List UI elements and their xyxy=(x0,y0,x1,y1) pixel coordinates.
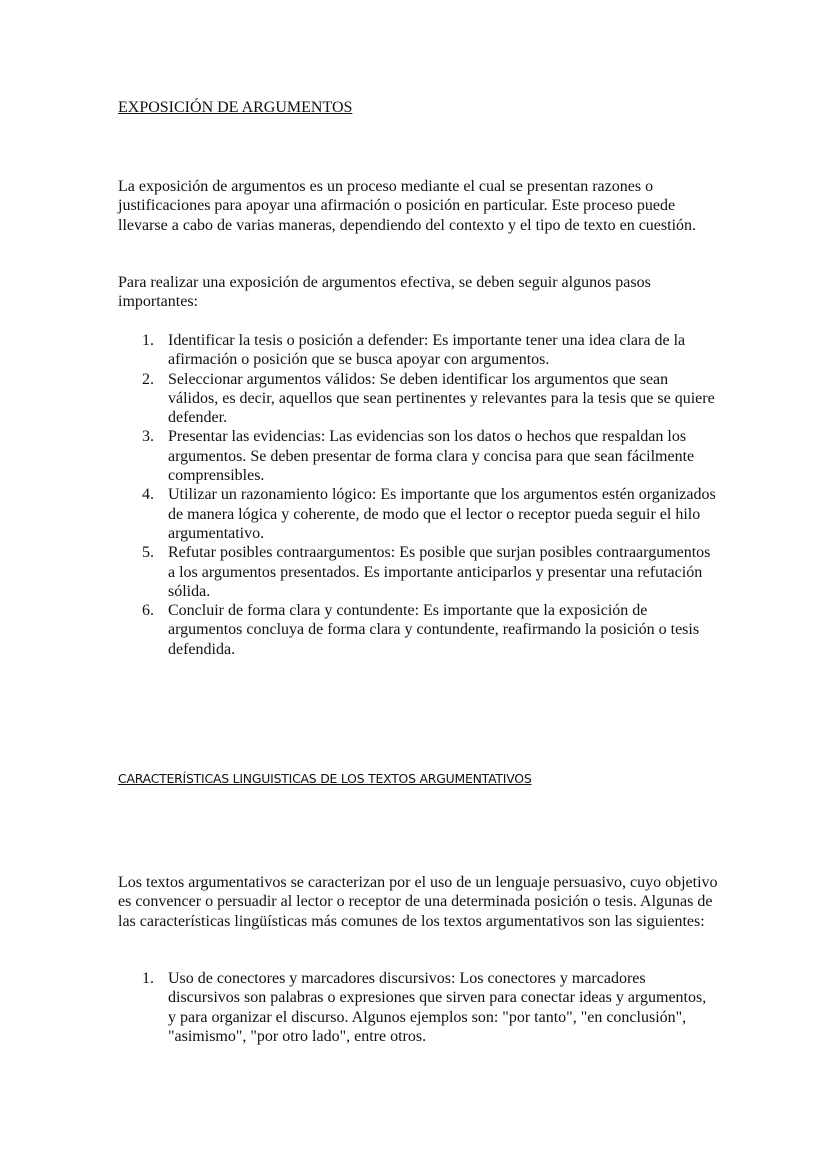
section1-title: EXPOSICIÓN DE ARGUMENTOS xyxy=(118,99,353,116)
list-item xyxy=(118,485,718,543)
list-item-number: 1. xyxy=(142,332,154,349)
list-item-number: 3. xyxy=(142,428,154,446)
section2-intro-paragraph: Los textos argumentativos se caracterizan por el uso de un lenguaje persuasivo, cuyo objetivo es convencer o persuadir al lector o receptor de una determinada posición o tesis. Algunas de las características lingüísticas más comunes de los textos argumentativos son las siguientes: xyxy=(118,874,718,930)
section1-lead-paragraph: Para realizar una exposición de argumentos efectiva, se deben seguir algunos pasos importantes: xyxy=(118,274,651,311)
list-item-number: 1. xyxy=(142,970,154,987)
list-item-number: 2. xyxy=(142,370,154,388)
section1-intro-paragraph: La exposición de argumentos es un proceso mediante el cual se presentan razones o justificaciones para apoyar una afirmación o posición en particular. Este proceso puede llevarse a cabo de varias maneras, dependiendo del contexto y el tipo de texto en cuestión. xyxy=(118,178,697,234)
section2-title: CARACTERÍSTICAS LINGUISTICAS DE LOS TEXTOS ARGUMENTATIVOS xyxy=(118,771,532,786)
list-item-text: Identificar la tesis o posición a defender: Es importante tener una idea clara de la afirmación o posición que se busca apoyar con argumentos. xyxy=(168,332,686,369)
list-item xyxy=(118,601,718,659)
list-item-text: Uso de conectores y marcadores discursivos: Los conectores y marcadores discursivos son palabras o expresiones que sirven para conectar ideas y argumentos, y para organizar el discurso. Algunos ejemplos son: "por tanto", "en conclusión", "asimismo", "por otro lado", entre otros. xyxy=(168,970,707,1045)
list-item-text: Concluir de forma clara y contundente: Es importante que la exposición de argumentos concluya de forma clara y contundente, reafirmando la posición o tesis defendida. xyxy=(168,602,700,658)
list-item xyxy=(118,331,718,370)
list-item xyxy=(118,427,718,485)
list-item-text: Utilizar un razonamiento lógico: Es importante que los argumentos estén organizados de manera lógica y coherente, de modo que el lector o receptor pueda seguir el hilo argumentativo. xyxy=(168,486,716,542)
list-item xyxy=(118,370,718,428)
list-item xyxy=(118,543,718,601)
steps-list xyxy=(118,331,718,659)
list-item-text: Presentar las evidencias: Las evidencias son los datos o hechos que respaldan los argumentos. Se deben presentar de forma clara y concisa para que sean fácilmente comprensibles. xyxy=(168,428,695,485)
list-item xyxy=(118,969,718,1046)
list-item-text: Refutar posibles contraargumentos: Es posible que surjan posibles contraargumentos a los argumentos presentados. Es importante anticiparlos y presentar una refutación sólida. xyxy=(168,544,711,600)
list-item-number: 4. xyxy=(142,486,154,504)
list-item-number: 5. xyxy=(142,544,154,562)
characteristics-list xyxy=(118,969,718,1046)
list-item-number: 6. xyxy=(142,602,154,620)
list-item-text: Seleccionar argumentos válidos: Se deben identificar los argumentos que sean válidos, es decir, aquellos que sean pertinentes y relevantes para la tesis que se quiere defender. xyxy=(168,370,715,427)
